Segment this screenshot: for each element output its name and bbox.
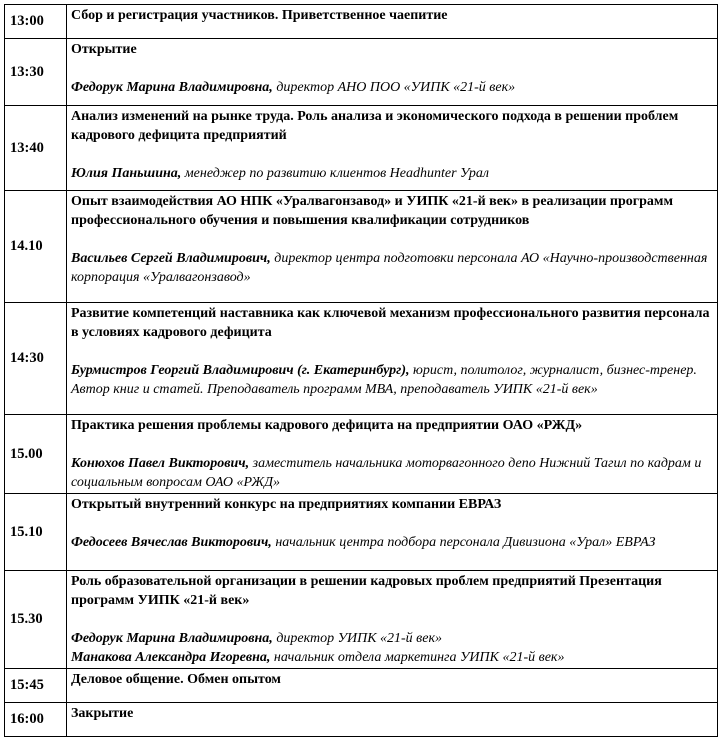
time-cell: 16:00: [5, 703, 67, 737]
speaker-name: Федосеев Вячеслав Викторович,: [71, 535, 272, 550]
agenda-item: [67, 494, 718, 571]
time-cell: 14:30: [5, 303, 67, 415]
agenda-item: [67, 669, 718, 703]
schedule-body: [5, 5, 718, 737]
schedule-row: [5, 669, 718, 703]
speaker-line: [71, 164, 713, 183]
speaker-line: [71, 648, 713, 667]
speaker-name: Юлия Паньшина,: [71, 166, 182, 181]
speaker-role: начальник центра подбора персонала Дивизиона «Урал» ЕВРАЗ: [271, 535, 656, 550]
schedule-row: [5, 39, 718, 106]
spacer: [71, 230, 713, 249]
speaker-role: директор УИПК «21-й век»: [272, 631, 443, 646]
spacer: [71, 610, 713, 629]
schedule-row: [5, 5, 718, 39]
agenda-item: [67, 703, 718, 737]
agenda-title: Развитие компетенций наставника как ключевой механизм профессионального развития персонала в условиях кадрового дефицита: [71, 306, 710, 340]
agenda-item: [67, 303, 718, 415]
speaker-role: менеджер по развитию клиентов Headhunter Урал: [181, 166, 489, 181]
speaker-line: [71, 533, 713, 552]
speaker-line: [71, 78, 713, 97]
speaker-name: Бурмистров Георгий Владимирович (г. Екатеринбург),: [71, 363, 410, 378]
speaker-name: Конюхов Павел Викторович,: [71, 456, 250, 471]
speaker-name: Федорук Марина Владимировна,: [71, 631, 273, 646]
time-cell: 13:40: [5, 106, 67, 191]
agenda-item: [67, 415, 718, 494]
agenda-item: [67, 39, 718, 106]
agenda-title: Деловое общение. Обмен опытом: [71, 672, 281, 687]
schedule-row: [5, 571, 718, 669]
agenda-title: Практика решения проблемы кадрового дефицита на предприятии ОАО «РЖД»: [71, 418, 583, 433]
speaker-role: заместитель начальника моторвагонного депо Нижний Тагил по кадрам и социальным вопросам ОАО «РЖД»: [71, 456, 702, 490]
agenda-item: [67, 571, 718, 669]
agenda-item: [67, 106, 718, 191]
agenda-title: Сбор и регистрация участников. Приветственное чаепитие: [71, 8, 448, 23]
speaker-role: директор центра подготовки персонала АО «Научно-производственная корпорация «Уралвагонзавод»: [71, 251, 708, 285]
schedule-row: [5, 106, 718, 191]
agenda-title: Открытие: [71, 42, 137, 57]
spacer: [71, 435, 713, 454]
agenda-title: Открытый внутренний конкурс на предприятиях компании ЕВРАЗ: [71, 497, 502, 512]
speaker-name: Манакова Александра Игоревна,: [71, 650, 271, 665]
spacer: [71, 514, 713, 533]
time-cell: 15.00: [5, 415, 67, 494]
schedule-row: [5, 303, 718, 415]
agenda-title: Роль образовательной организации в решении кадровых проблем предприятий Презентация программ УИПК «21-й век»: [71, 574, 662, 608]
agenda-item: [67, 191, 718, 303]
time-cell: 13:30: [5, 39, 67, 106]
schedule-row: [5, 415, 718, 494]
time-cell: 15.10: [5, 494, 67, 571]
schedule-row: [5, 191, 718, 303]
schedule-row: [5, 703, 718, 737]
speaker-role: юрист, политолог, журналист, бизнес-тренер. Автор книг и статей. Преподаватель программ МВА, преподаватель УИПК «21-й век»: [71, 363, 697, 397]
time-cell: 15:45: [5, 669, 67, 703]
schedule-table: [4, 4, 718, 737]
speaker-name: Федорук Марина Владимировна,: [71, 80, 273, 95]
speaker-role: директор АНО ПОО «УИПК «21-й век»: [272, 80, 516, 95]
time-cell: 15.30: [5, 571, 67, 669]
speaker-line: [71, 249, 713, 287]
agenda-title: Закрытие: [71, 706, 134, 721]
speaker-name: Васильев Сергей Владимирович,: [71, 251, 271, 266]
speaker-line: [71, 454, 713, 492]
spacer: [71, 59, 713, 78]
agenda-item: [67, 5, 718, 39]
speaker-line: [71, 361, 713, 399]
agenda-title: Опыт взаимодействия АО НПК «Уралвагонзавод» и УИПК «21-й век» в реализации программ профессионального обучения и повышения квалификации сотрудников: [71, 194, 673, 228]
spacer: [71, 145, 713, 164]
agenda-title: Анализ изменений на рынке труда. Роль анализа и экономического подхода в решении проблем кадрового дефицита предприятий: [71, 109, 679, 143]
time-cell: 14.10: [5, 191, 67, 303]
speaker-line: [71, 629, 713, 648]
speaker-role: начальник отдела маркетинга УИПК «21-й век»: [270, 650, 565, 665]
schedule-row: [5, 494, 718, 571]
time-cell: 13:00: [5, 5, 67, 39]
spacer: [71, 342, 713, 361]
